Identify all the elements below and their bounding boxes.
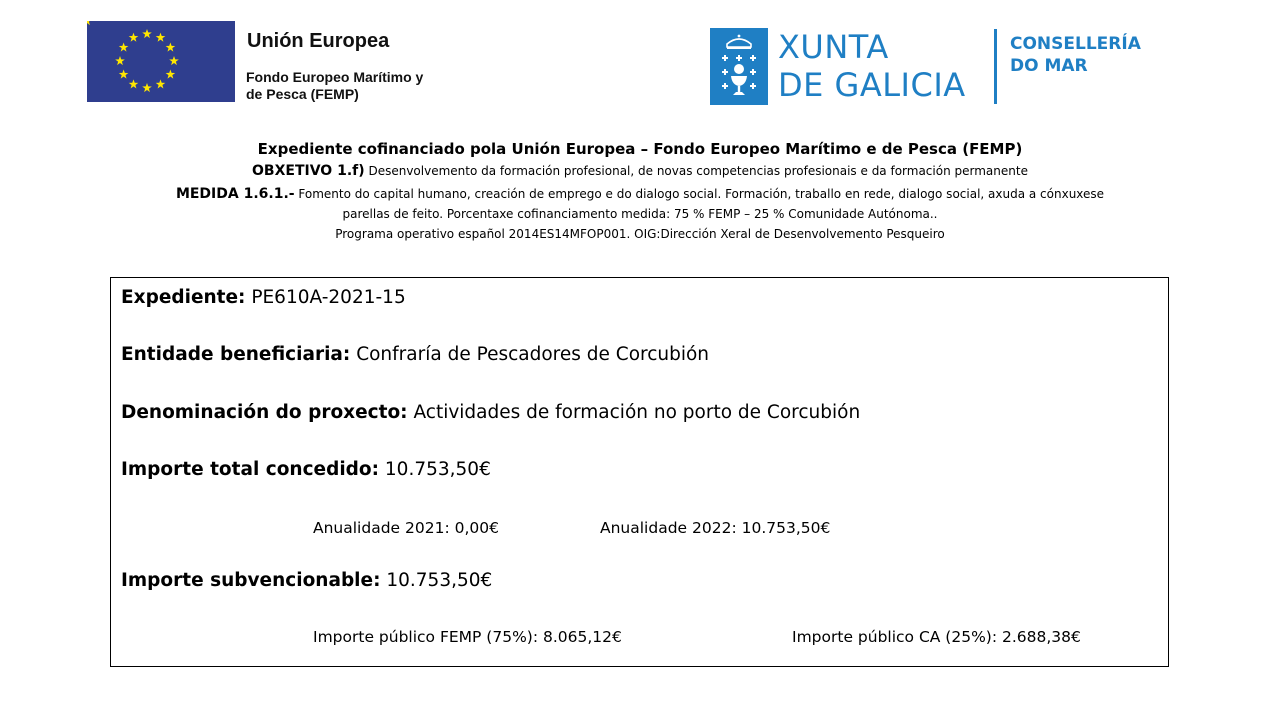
denominacion-label: Denominación do proxecto: [121, 402, 408, 423]
importe-total-value: 10.753,50€ [379, 459, 491, 480]
eu-stars-icon [87, 21, 235, 102]
anualidade-2021: Anualidade 2021: 0,00€ [313, 519, 499, 537]
xunta-line2: DE GALICIA [778, 66, 966, 104]
eu-subtitle-line2: de Pesca (FEMP) [246, 86, 359, 102]
importe-subvencionable-row [121, 570, 492, 591]
eu-logo-title: Unión Europea [247, 30, 390, 52]
expediente-label: Expediente: [121, 287, 246, 308]
objective-text: Desenvolvemento da formación profesional, de novas competencias profesionais e da formación permanente [364, 164, 1028, 178]
conselleria-line2: DO MAR [1010, 56, 1088, 76]
entidade-row [121, 344, 709, 365]
xunta-wordmark [778, 28, 966, 104]
cofinancing-title: Expediente cofinanciado pola Unión Europea – Fondo Europeo Marítimo e de Pesca (FEMP) [257, 140, 1023, 158]
xunta-emblem-icon [710, 28, 768, 105]
importe-total-row [121, 459, 491, 480]
importe-publico-femp: Importe público FEMP (75%): 8.065,12€ [313, 628, 622, 646]
eu-flag-logo [87, 21, 235, 102]
entidade-value: Confraría de Pescadores de Corcubión [350, 344, 710, 365]
importe-publico-ca: Importe público CA (25%): 2.688,38€ [792, 628, 1081, 646]
importe-subvencionable-label: Importe subvencionable: [121, 570, 381, 591]
objective-line [0, 163, 1280, 179]
xunta-line1: XUNTA [778, 28, 889, 66]
anualidade-2022: Anualidade 2022: 10.753,50€ [600, 519, 831, 537]
denominacion-row [121, 402, 860, 423]
project-details-box [110, 277, 1169, 667]
measure-text: Fomento do capital humano, creación de emprego e do dialogo social. Formación, traballo en rede, dialogo social, axuda a cónxuxese [294, 187, 1105, 201]
measure-label: MEDIDA 1.6.1.- [175, 186, 295, 202]
eu-subtitle-line1: Fondo Europeo Marítimo y [246, 69, 424, 85]
eu-logo-subtitle [246, 69, 423, 103]
expediente-value: PE610A-2021-15 [245, 287, 406, 308]
denominacion-value: Actividades de formación no porto de Corcubión [407, 402, 861, 423]
expediente-row [121, 287, 406, 308]
conselleria-line1: CONSELLERÍA [1010, 34, 1141, 54]
xunta-divider [994, 29, 997, 104]
conselleria-label [1010, 33, 1141, 77]
objective-label: OBXETIVO 1.f) [252, 163, 365, 179]
measure-line [0, 186, 1280, 202]
program-line: Programa operativo español 2014ES14MFOP001. OIG:Dirección Xeral de Desenvolvemento Pesqueiro [335, 227, 945, 241]
importe-total-label: Importe total concedido: [121, 459, 380, 480]
entidade-label: Entidade beneficiaria: [121, 344, 351, 365]
measure-line-cont: parellas de feito. Porcentaxe cofinanciamento medida: 75 % FEMP – 25 % Comunidade Autónoma.. [342, 207, 938, 221]
importe-subvencionable-value: 10.753,50€ [380, 570, 493, 591]
